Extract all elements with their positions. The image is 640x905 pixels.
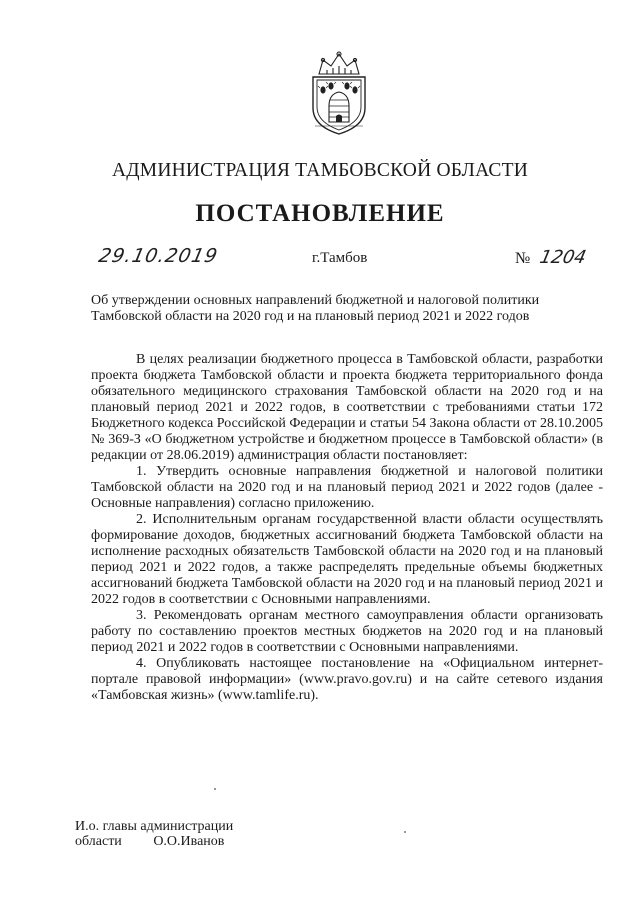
coat-of-arms-icon (301, 50, 377, 136)
item-4-paragraph: 4. Опубликовать настоящее постановление на «Официальном интернет-портале правовой информации» (www.pravo.gov.ru) и на сайте сетевого издания «Тамбовская жизнь» (www.tamlife.ru). (91, 656, 603, 703)
document-date: 29.10.2019 (96, 245, 221, 267)
document-number-block (515, 247, 589, 268)
signer-title-line2-row (75, 834, 233, 849)
item-3-paragraph: 3. Рекомендовать органам местного самоуправления области организовать работу по составлению проектов местных бюджетов на 2020 год и на плановый период 2021 и 2022 годов в соответствии с Основными направлениями. (91, 608, 603, 655)
signer-name: О.О.Иванов (153, 834, 225, 849)
document-type-title: ПОСТАНОВЛЕНИЕ (195, 200, 445, 227)
organization-title: АДМИНИСТРАЦИЯ ТАМБОВСКОЙ ОБЛАСТИ (112, 160, 528, 181)
signer-title-line1: И.о. главы администрации (75, 819, 234, 834)
scan-speck (404, 831, 406, 833)
document-number: 1204 (538, 247, 589, 268)
signer-title-line2: области (75, 834, 122, 849)
item-1-paragraph: 1. Утвердить основные направления бюджетной и налоговой политики Тамбовской области на 2020 год и на плановый период 2021 и 2022 годов (далее - Основные направления) согласно приложению. (91, 464, 603, 511)
document-subject: Об утверждении основных направлений бюджетной и налоговой политики Тамбовской области на 2020 год и на плановый период 2021 и 2022 годов (91, 293, 540, 324)
document-city: г.Тамбов (312, 250, 368, 266)
preamble-paragraph: В целях реализации бюджетного процесса в Тамбовской области, разработки проекта бюджета Тамбовской области и проекта бюджета территориального фонда обязательного медицинского страхования Тамбовской области на 2020 год и на плановый период 2021 и 2022 годов, в соответствии с требованиями статьи 172 Бюджетного кодекса Российской Федерации и статьи 54 Закона области от 28.10.2005 № 369-З «О бюджетном устройстве и бюджетном процессе в Тамбовской области» (в редакции от 28.06.2019) администрация области постановляет: (91, 352, 603, 463)
signature-block (75, 819, 233, 849)
number-label: № (515, 250, 531, 267)
scan-speck (214, 788, 216, 790)
document-body (91, 352, 603, 704)
item-2-paragraph: 2. Исполнительным органам государственной власти области осуществлять формирование доходов, бюджетных ассигнований бюджета Тамбовской области на исполнение расходных обязательств Тамбовской области на 2020 год и на плановый период 2021 и 2022 годов, а также распределять предельные объемы бюджетных ассигнований бюджета Тамбовской области на 2020 год и на плановый период 2021 и 2022 годов в соответствии с Основными направлениями. (91, 512, 603, 607)
